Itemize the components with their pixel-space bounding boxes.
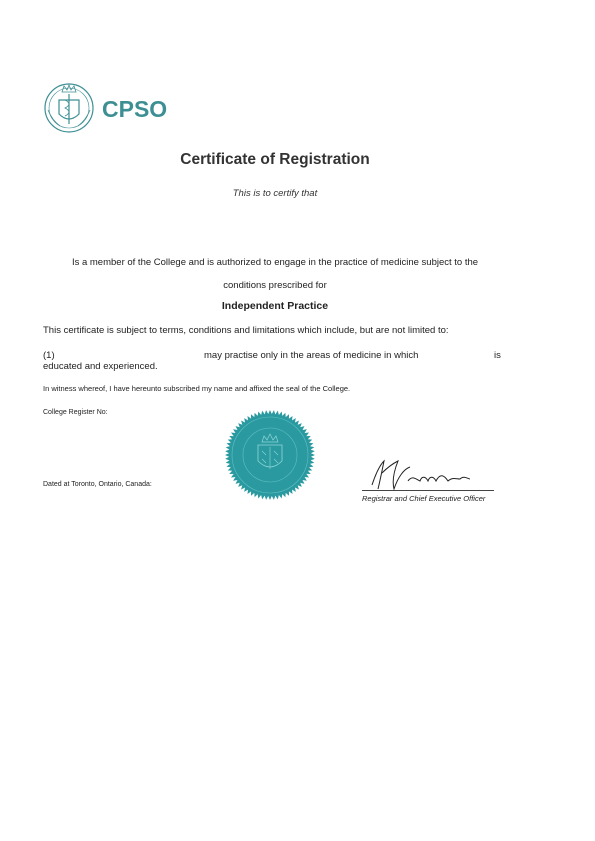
term-1 [43, 350, 503, 380]
witness-statement: In witness whereof, I have hereunto subscribed my name and affixed the seal of the College. [43, 384, 351, 393]
logo-text: CPSO [102, 96, 168, 122]
signature-line [362, 490, 494, 491]
term-1-text-continued: is [494, 350, 501, 361]
conditions-line: conditions prescribed for [223, 280, 327, 291]
practice-class: Independent Practice [221, 300, 329, 312]
certificate-title: Certificate of Registration [180, 151, 370, 168]
certify-intro: This is to certify that [232, 188, 318, 199]
register-number-label: College Register No: [43, 409, 108, 416]
term-1-text: may practise only in the areas of medicine in which [204, 350, 419, 361]
signer-title: Registrar and Chief Executive Officer [362, 494, 486, 503]
cpso-logo [42, 80, 182, 136]
college-seal [224, 409, 316, 501]
term-1-text-end: educated and experienced. [43, 361, 158, 372]
dated-label: Dated at Toronto, Ontario, Canada: [43, 481, 152, 488]
terms-statement: This certificate is subject to terms, conditions and limitations which include, but are not limited to: [43, 325, 449, 336]
term-1-number: (1) [43, 350, 55, 361]
registrar-signature [364, 455, 496, 495]
member-statement: Is a member of the College and is authorized to engage in the practice of medicine subject to the [71, 257, 479, 268]
